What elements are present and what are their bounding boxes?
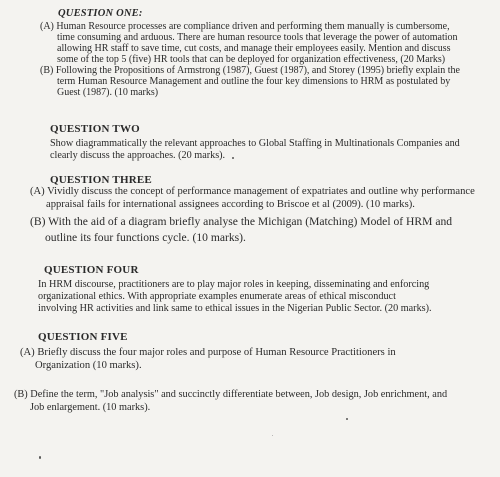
q4-line-1: In HRM discourse, practitioners are to play major roles in keeping, disseminating and enforcing [38, 279, 430, 290]
q1a-line-4: some of the top 5 (five) HR tools that can be deployed for organization effectiveness, (20 Marks) [57, 54, 446, 65]
q3b-line-2: outline its four functions cycle. (10 marks). [45, 231, 246, 244]
scan-speck [346, 418, 348, 420]
question-one-heading: QUESTION ONE: [58, 8, 143, 19]
q5b-line-1: (B) Define the term, "Job analysis" and succinctly differentiate between, Job design, Job enrichment, and [14, 389, 448, 400]
q1a-line-3: allowing HR staff to save time, cut costs, and manage their employees easily. Mention and discuss [57, 43, 451, 54]
q3b-line-1: (B) With the aid of a diagram briefly analyse the Michigan (Matching) Model of HRM and [30, 215, 453, 228]
q1a-line-2: time consuming and arduous. There are human resource tools that leverage the power of automation [57, 32, 458, 43]
q5b-line-2: Job enlargement. (10 marks). [30, 402, 151, 413]
q2-line-2: clearly discuss the approaches. (20 marks). [50, 150, 226, 161]
q4-line-3: involving HR activities and link same to ethical issues in the Nigerian Public Sector. (20 marks). [38, 303, 432, 314]
question-five-heading: QUESTION FIVE [38, 331, 128, 343]
q5a-line-1: (A) Briefly discuss the four major roles and purpose of Human Resource Practitioners in [20, 347, 396, 358]
q1a-line-1: (A) Human Resource processes are compliance driven and performing them manually is cumbersome, [40, 21, 450, 32]
question-three-heading: QUESTION THREE [50, 174, 152, 186]
q3a-line-2: appraisal fails for international assignees according to Briscoe et al (2009). (10 marks). [46, 199, 415, 210]
q1b-line-3: Guest (1987). (10 marks) [57, 87, 159, 98]
q2-line-1: Show diagrammatically the relevant approaches to Global Staffing in Multinationals Companies and [50, 138, 460, 149]
q1b-line-1: (B) Following the Propositions of Armstrong (1987), Guest (1987), and Storey (1995) briefly explain the [40, 65, 460, 76]
q4-line-2: organizational ethics. With appropriate examples enumerate areas of ethical misconduct [38, 291, 396, 302]
question-four-heading: QUESTION FOUR [44, 264, 139, 276]
question-two-heading: QUESTION TWO [50, 123, 140, 135]
scan-speck [272, 435, 273, 436]
q3a-line-1: (A) Vividly discuss the concept of performance management of expatriates and outline why performance [30, 186, 475, 197]
q1b-line-2: term Human Resource Management and outline the four key dimensions to HRM as postulated by [57, 76, 451, 87]
scan-speck [39, 456, 41, 459]
scan-speck [232, 157, 234, 159]
q5a-line-2: Organization (10 marks). [35, 360, 142, 371]
